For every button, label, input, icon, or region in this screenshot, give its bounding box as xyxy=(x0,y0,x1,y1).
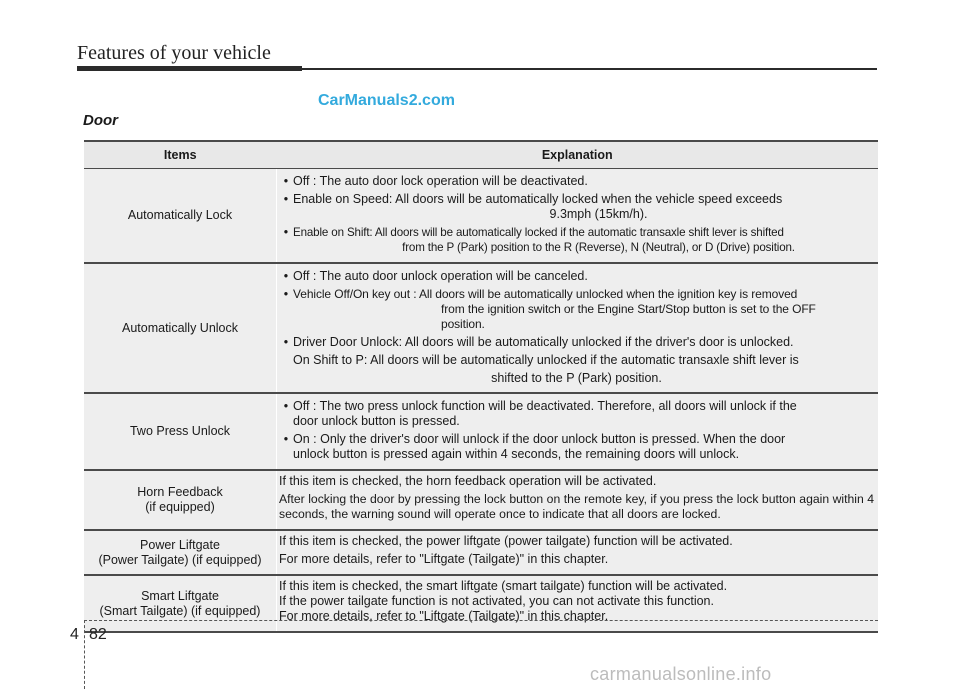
list-item xyxy=(279,287,874,332)
table-row xyxy=(84,470,878,530)
row-item-automatically-unlock: Automatically Unlock xyxy=(84,263,277,393)
row-explanation xyxy=(277,575,879,632)
bullet-continuation: unlock button is pressed again within 4 seconds, the remaining doors will unlock. xyxy=(293,447,740,461)
explanation-text: If the power tailgate function is not activated, you can not activate this function. xyxy=(279,594,714,608)
door-settings-table xyxy=(84,140,878,633)
row-explanation xyxy=(277,470,879,530)
bullet-icon: • xyxy=(283,399,289,413)
bullet-icon: • xyxy=(283,269,289,283)
item-label: Horn Feedback xyxy=(137,485,223,499)
bullet-text: Off : The auto door unlock operation will be canceled. xyxy=(293,269,588,283)
bullet-icon: • xyxy=(283,432,289,446)
sub-item-continuation: shifted to the P (Park) position. xyxy=(491,371,662,385)
page-header-title: Features of your vehicle xyxy=(77,42,271,64)
explanation-text: For more details, refer to "Liftgate (Tailgate)" in this chapter. xyxy=(279,552,609,566)
row-explanation xyxy=(277,169,879,264)
footer-divider xyxy=(84,620,85,689)
bullet-text: Enable on Shift: All doors will be automatically locked if the automatic transaxle shift lever is shifted xyxy=(293,226,784,239)
table-row xyxy=(84,530,878,575)
table-row xyxy=(84,169,878,264)
list-item xyxy=(279,174,874,189)
item-label-qualifier: (Power Tailgate) (if equipped) xyxy=(98,552,262,567)
column-header-explanation: Explanation xyxy=(277,141,879,169)
item-label-qualifier: (if equipped) xyxy=(145,500,215,514)
list-item xyxy=(279,192,874,222)
row-item-two-press-unlock: Two Press Unlock xyxy=(84,393,277,470)
item-label: Power Liftgate xyxy=(140,537,220,552)
explanation-text: If this item is checked, the power liftgate (power tailgate) function will be activated. xyxy=(279,534,733,548)
bullet-continuation: door unlock button is pressed. xyxy=(293,414,460,428)
item-label: Smart Liftgate xyxy=(141,588,219,603)
table-header-row xyxy=(84,141,878,169)
list-item xyxy=(279,225,874,255)
sub-item: On Shift to P: All doors will be automatically unlocked if the automatic transaxle shift lever is xyxy=(293,353,799,367)
header-rule-thin xyxy=(302,68,877,70)
bullet-icon: • xyxy=(283,192,289,206)
row-item-smart-liftgate xyxy=(84,575,277,632)
bullet-continuation: position. xyxy=(441,317,485,331)
row-explanation xyxy=(277,530,879,575)
watermark-link[interactable]: CarManuals2.com xyxy=(318,92,455,109)
list-item xyxy=(279,432,874,462)
list-item xyxy=(279,399,874,429)
row-item-power-liftgate xyxy=(84,530,277,575)
table-row xyxy=(84,263,878,393)
section-title: Door xyxy=(83,112,118,129)
table-row xyxy=(84,575,878,632)
row-explanation xyxy=(277,263,879,393)
bullet-text: Vehicle Off/On key out : All doors will be automatically unlocked when the ignition key is removed xyxy=(293,287,798,301)
chapter-number: 4 xyxy=(70,626,79,643)
bullet-text: Off : The two press unlock function will be deactivated. Therefore, all doors will unlock if the xyxy=(293,399,797,413)
list-item xyxy=(279,269,874,284)
column-header-items: Items xyxy=(84,141,277,169)
list-item xyxy=(279,335,874,350)
bullet-icon: • xyxy=(283,174,289,188)
page-number: 82 xyxy=(89,626,107,643)
bullet-icon: • xyxy=(283,335,289,349)
bullet-continuation: from the P (Park) position to the R (Reverse), N (Neutral), or D (Drive) position. xyxy=(402,241,795,254)
bullet-continuation: 9.3mph (15km/h). xyxy=(549,207,648,221)
table-row xyxy=(84,393,878,470)
explanation-text: If this item is checked, the smart liftgate (smart tailgate) function will be activated. xyxy=(279,579,728,593)
bullet-continuation: from the ignition switch or the Engine Start/Stop button is set to the OFF xyxy=(441,302,816,316)
item-label-qualifier: (Smart Tailgate) (if equipped) xyxy=(99,603,261,618)
bullet-text: Enable on Speed: All doors will be automatically locked when the vehicle speed exceeds xyxy=(293,192,783,206)
row-item-automatically-lock: Automatically Lock xyxy=(84,169,277,264)
explanation-text: For more details, refer to "Liftgate (Tailgate)" in this chapter. xyxy=(279,609,609,623)
explanation-text: After locking the door by pressing the lock button on the remote key, if you press the lock button again within 4 seconds, the warning sound will operate once to indicate that all doors are locked. xyxy=(279,492,874,521)
bullet-text: On : Only the driver's door will unlock if the door unlock button is pressed. When the door xyxy=(293,432,786,446)
bullet-icon: • xyxy=(283,225,289,239)
header-rule-thick xyxy=(77,66,302,71)
row-item-horn-feedback xyxy=(84,470,277,530)
bullet-text: Off : The auto door lock operation will be deactivated. xyxy=(293,174,588,188)
watermark-footer: carmanualsonline.info xyxy=(590,664,772,684)
bullet-text: Driver Door Unlock: All doors will be automatically unlocked if the driver's door is unlocked. xyxy=(293,335,794,349)
row-explanation xyxy=(277,393,879,470)
footer-rule xyxy=(84,620,878,621)
explanation-text: If this item is checked, the horn feedback operation will be activated. xyxy=(279,474,657,488)
bullet-icon: • xyxy=(283,287,289,301)
